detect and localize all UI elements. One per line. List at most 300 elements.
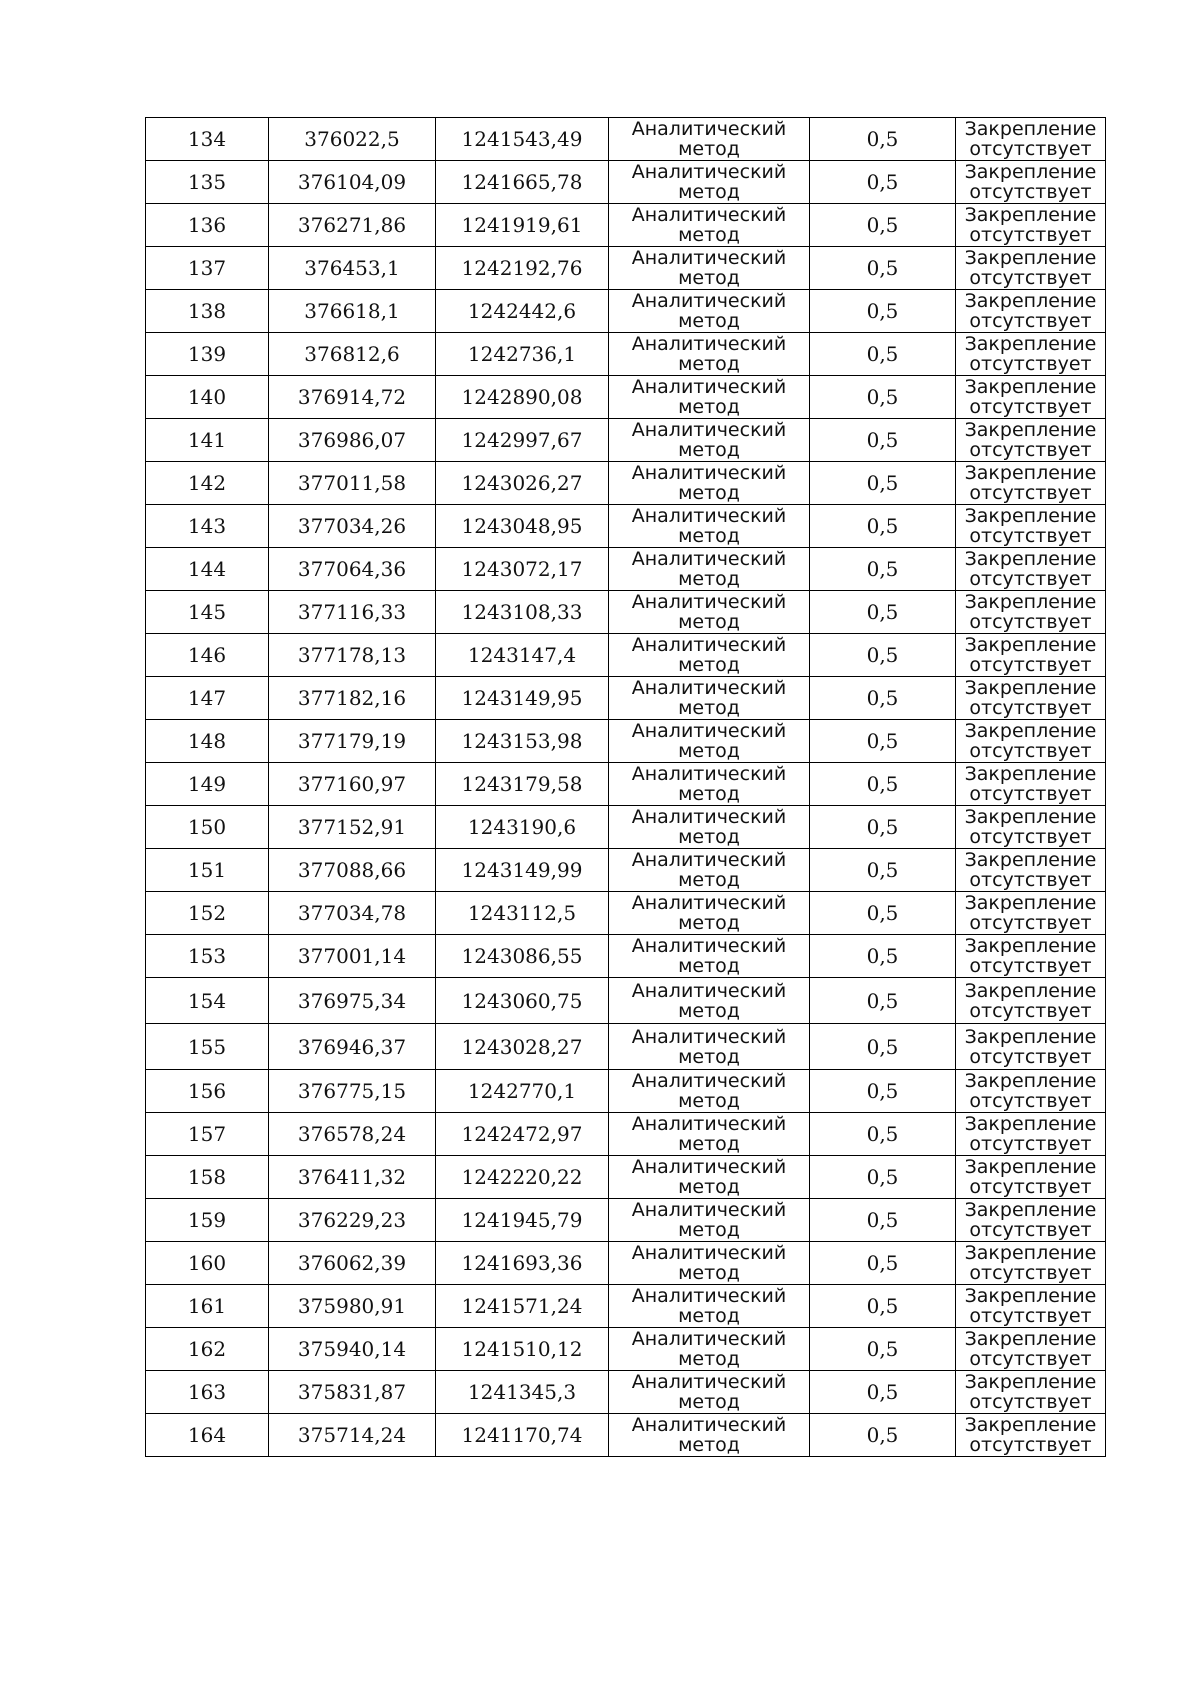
accuracy-cell: 0,5 [810, 118, 956, 161]
fixation-cell [956, 806, 1106, 849]
fixation-text-line-2: отсутствует [969, 568, 1092, 590]
point-number-cell: 146 [146, 634, 269, 677]
point-number-cell: 160 [146, 1242, 269, 1285]
table-row [146, 591, 1106, 634]
y-coordinate-cell: 1243072,17 [436, 548, 609, 591]
method-cell [609, 419, 810, 462]
accuracy-cell: 0,5 [810, 1285, 956, 1328]
fixation-text-line-2: отсутствует [969, 1219, 1092, 1241]
method-cell [609, 1414, 810, 1457]
method-text-line-2: метод [678, 482, 740, 504]
fixation-text-line-1: Закрепление [964, 1199, 1097, 1221]
method-cell [609, 376, 810, 419]
accuracy-cell: 0,5 [810, 720, 956, 763]
method-text-line-2: метод [678, 1045, 740, 1068]
point-number-cell: 137 [146, 247, 269, 290]
method-text-line-1: Аналитический [631, 979, 787, 1002]
point-number-cell: 140 [146, 376, 269, 419]
y-coordinate-cell: 1243149,95 [436, 677, 609, 720]
y-coordinate-cell: 1243179,58 [436, 763, 609, 806]
fixation-cell [956, 333, 1106, 376]
point-number-cell: 161 [146, 1285, 269, 1328]
accuracy-cell: 0,5 [810, 978, 956, 1024]
table-row [146, 1328, 1106, 1371]
method-cell [609, 290, 810, 333]
method-text-line-1: Аналитический [631, 548, 787, 570]
x-coordinate-cell: 375980,91 [269, 1285, 436, 1328]
fixation-text-line-2: отсутствует [969, 396, 1092, 418]
fixation-text-line-1: Закрепление [964, 161, 1097, 183]
table-row [146, 1199, 1106, 1242]
method-text-line-2: метод [678, 138, 740, 160]
fixation-text-line-2: отсутствует [969, 353, 1092, 375]
y-coordinate-cell: 1242890,08 [436, 376, 609, 419]
point-number-cell: 158 [146, 1156, 269, 1199]
table-row [146, 763, 1106, 806]
y-coordinate-cell: 1243153,98 [436, 720, 609, 763]
method-text-line-2: метод [678, 181, 740, 203]
fixation-text-line-1: Закрепление [964, 1025, 1097, 1048]
accuracy-cell: 0,5 [810, 247, 956, 290]
fixation-text-line-2: отсутствует [969, 1434, 1092, 1456]
method-cell [609, 978, 810, 1024]
accuracy-cell: 0,5 [810, 1371, 956, 1414]
accuracy-cell: 0,5 [810, 161, 956, 204]
method-text-line-1: Аналитический [631, 419, 787, 441]
y-coordinate-cell: 1241665,78 [436, 161, 609, 204]
y-coordinate-cell: 1241919,61 [436, 204, 609, 247]
method-text-line-1: Аналитический [631, 1285, 787, 1307]
method-text-line-2: метод [678, 1434, 740, 1456]
fixation-text-line-1: Закрепление [964, 1113, 1097, 1135]
fixation-text-line-2: отсутствует [969, 654, 1092, 676]
x-coordinate-cell: 376062,39 [269, 1242, 436, 1285]
y-coordinate-cell: 1243086,55 [436, 935, 609, 978]
point-number-cell: 153 [146, 935, 269, 978]
x-coordinate-cell: 376618,1 [269, 290, 436, 333]
fixation-text-line-2: отсутствует [969, 912, 1092, 934]
method-cell [609, 1328, 810, 1371]
fixation-text-line-2: отсутствует [969, 1305, 1092, 1327]
accuracy-cell: 0,5 [810, 290, 956, 333]
y-coordinate-cell: 1241693,36 [436, 1242, 609, 1285]
table-row [146, 1156, 1106, 1199]
x-coordinate-cell: 375940,14 [269, 1328, 436, 1371]
fixation-text-line-2: отсутствует [969, 310, 1092, 332]
table-row [146, 1371, 1106, 1414]
method-text-line-1: Аналитический [631, 1070, 787, 1092]
point-number-cell: 147 [146, 677, 269, 720]
fixation-cell [956, 118, 1106, 161]
fixation-text-line-2: отсутствует [969, 1262, 1092, 1284]
point-number-cell: 139 [146, 333, 269, 376]
method-text-line-1: Аналитический [631, 1025, 787, 1048]
method-cell [609, 1070, 810, 1113]
y-coordinate-cell: 1243028,27 [436, 1024, 609, 1070]
method-text-line-1: Аналитический [631, 1328, 787, 1350]
method-cell [609, 1024, 810, 1070]
fixation-cell [956, 935, 1106, 978]
point-number-cell: 157 [146, 1113, 269, 1156]
fixation-text-line-2: отсутствует [969, 826, 1092, 848]
fixation-cell [956, 634, 1106, 677]
method-text-line-1: Аналитический [631, 806, 787, 828]
method-text-line-2: метод [678, 525, 740, 547]
fixation-text-line-2: отсутствует [969, 611, 1092, 633]
fixation-text-line-2: отсутствует [969, 267, 1092, 289]
accuracy-cell: 0,5 [810, 505, 956, 548]
method-text-line-2: метод [678, 611, 740, 633]
method-cell [609, 720, 810, 763]
fixation-text-line-1: Закрепление [964, 1070, 1097, 1092]
y-coordinate-cell: 1242997,67 [436, 419, 609, 462]
fixation-cell [956, 849, 1106, 892]
accuracy-cell: 0,5 [810, 892, 956, 935]
fixation-text-line-2: отсутствует [969, 869, 1092, 891]
fixation-cell [956, 247, 1106, 290]
x-coordinate-cell: 377182,16 [269, 677, 436, 720]
method-text-line-1: Аналитический [631, 505, 787, 527]
table-row [146, 247, 1106, 290]
y-coordinate-cell: 1243108,33 [436, 591, 609, 634]
method-text-line-1: Аналитический [631, 333, 787, 355]
table-row [146, 333, 1106, 376]
fixation-text-line-2: отсутствует [969, 1391, 1092, 1413]
fixation-cell [956, 1371, 1106, 1414]
fixation-text-line-1: Закрепление [964, 247, 1097, 269]
method-text-line-2: метод [678, 568, 740, 590]
point-number-cell: 143 [146, 505, 269, 548]
y-coordinate-cell: 1242220,22 [436, 1156, 609, 1199]
fixation-text-line-2: отсутствует [969, 525, 1092, 547]
point-number-cell: 163 [146, 1371, 269, 1414]
fixation-cell [956, 763, 1106, 806]
x-coordinate-cell: 377088,66 [269, 849, 436, 892]
method-cell [609, 333, 810, 376]
point-number-cell: 164 [146, 1414, 269, 1457]
method-text-line-2: метод [678, 1219, 740, 1241]
y-coordinate-cell: 1243190,6 [436, 806, 609, 849]
fixation-text-line-1: Закрепление [964, 1285, 1097, 1307]
accuracy-cell: 0,5 [810, 1156, 956, 1199]
x-coordinate-cell: 377001,14 [269, 935, 436, 978]
method-text-line-2: метод [678, 955, 740, 977]
fixation-text-line-1: Закрепление [964, 333, 1097, 355]
method-text-line-2: метод [678, 1133, 740, 1155]
fixation-text-line-2: отсутствует [969, 138, 1092, 160]
fixation-text-line-2: отсутствует [969, 1348, 1092, 1370]
point-number-cell: 142 [146, 462, 269, 505]
method-cell [609, 1242, 810, 1285]
x-coordinate-cell: 377152,91 [269, 806, 436, 849]
method-text-line-2: метод [678, 826, 740, 848]
accuracy-cell: 0,5 [810, 333, 956, 376]
point-number-cell: 134 [146, 118, 269, 161]
fixation-cell [956, 161, 1106, 204]
method-text-line-1: Аналитический [631, 935, 787, 957]
x-coordinate-cell: 376986,07 [269, 419, 436, 462]
table-row [146, 720, 1106, 763]
x-coordinate-cell: 377064,36 [269, 548, 436, 591]
accuracy-cell: 0,5 [810, 763, 956, 806]
method-cell [609, 1371, 810, 1414]
method-text-line-1: Аналитический [631, 204, 787, 226]
fixation-text-line-1: Закрепление [964, 290, 1097, 312]
method-text-line-1: Аналитический [631, 892, 787, 914]
fixation-cell [956, 1242, 1106, 1285]
point-number-cell: 135 [146, 161, 269, 204]
method-cell [609, 591, 810, 634]
method-cell [609, 677, 810, 720]
fixation-cell [956, 1414, 1106, 1457]
method-cell [609, 849, 810, 892]
point-number-cell: 136 [146, 204, 269, 247]
fixation-text-line-1: Закрепление [964, 763, 1097, 785]
y-coordinate-cell: 1241571,24 [436, 1285, 609, 1328]
accuracy-cell: 0,5 [810, 806, 956, 849]
y-coordinate-cell: 1242442,6 [436, 290, 609, 333]
y-coordinate-cell: 1241510,12 [436, 1328, 609, 1371]
fixation-cell [956, 978, 1106, 1024]
fixation-cell [956, 204, 1106, 247]
point-number-cell: 138 [146, 290, 269, 333]
point-number-cell: 145 [146, 591, 269, 634]
point-number-cell: 151 [146, 849, 269, 892]
method-cell [609, 935, 810, 978]
method-text-line-2: метод [678, 1348, 740, 1370]
method-cell [609, 247, 810, 290]
x-coordinate-cell: 376453,1 [269, 247, 436, 290]
method-text-line-2: метод [678, 310, 740, 332]
fixation-text-line-1: Закрепление [964, 376, 1097, 398]
y-coordinate-cell: 1242192,76 [436, 247, 609, 290]
fixation-text-line-2: отсутствует [969, 181, 1092, 203]
method-text-line-1: Аналитический [631, 1156, 787, 1178]
table-row [146, 634, 1106, 677]
method-text-line-2: метод [678, 439, 740, 461]
x-coordinate-cell: 377179,19 [269, 720, 436, 763]
y-coordinate-cell: 1243112,5 [436, 892, 609, 935]
coordinates-table [145, 117, 1106, 1457]
fixation-text-line-1: Закрепление [964, 720, 1097, 742]
fixation-text-line-1: Закрепление [964, 419, 1097, 441]
method-cell [609, 161, 810, 204]
method-text-line-1: Аналитический [631, 290, 787, 312]
method-cell [609, 204, 810, 247]
fixation-text-line-2: отсутствует [969, 955, 1092, 977]
fixation-text-line-1: Закрепление [964, 677, 1097, 699]
fixation-text-line-1: Закрепление [964, 591, 1097, 613]
fixation-cell [956, 1156, 1106, 1199]
x-coordinate-cell: 377116,33 [269, 591, 436, 634]
method-cell [609, 763, 810, 806]
fixation-text-line-2: отсутствует [969, 697, 1092, 719]
fixation-cell [956, 1024, 1106, 1070]
x-coordinate-cell: 376271,86 [269, 204, 436, 247]
table-row [146, 548, 1106, 591]
accuracy-cell: 0,5 [810, 376, 956, 419]
x-coordinate-cell: 376914,72 [269, 376, 436, 419]
fixation-text-line-2: отсутствует [969, 999, 1092, 1022]
method-text-line-2: метод [678, 1305, 740, 1327]
fixation-cell [956, 290, 1106, 333]
x-coordinate-cell: 377034,26 [269, 505, 436, 548]
point-number-cell: 155 [146, 1024, 269, 1070]
point-number-cell: 149 [146, 763, 269, 806]
method-cell [609, 634, 810, 677]
accuracy-cell: 0,5 [810, 1024, 956, 1070]
x-coordinate-cell: 376812,6 [269, 333, 436, 376]
method-text-line-1: Аналитический [631, 1242, 787, 1264]
point-number-cell: 162 [146, 1328, 269, 1371]
point-number-cell: 150 [146, 806, 269, 849]
fixation-cell [956, 1070, 1106, 1113]
x-coordinate-cell: 376578,24 [269, 1113, 436, 1156]
method-text-line-2: метод [678, 912, 740, 934]
y-coordinate-cell: 1243026,27 [436, 462, 609, 505]
method-text-line-1: Аналитический [631, 763, 787, 785]
fixation-text-line-2: отсутствует [969, 740, 1092, 762]
method-text-line-2: метод [678, 783, 740, 805]
table-row [146, 1024, 1106, 1070]
method-text-line-1: Аналитический [631, 1414, 787, 1436]
table-row [146, 204, 1106, 247]
table-row [146, 290, 1106, 333]
method-text-line-1: Аналитический [631, 849, 787, 871]
point-number-cell: 148 [146, 720, 269, 763]
accuracy-cell: 0,5 [810, 677, 956, 720]
point-number-cell: 154 [146, 978, 269, 1024]
accuracy-cell: 0,5 [810, 634, 956, 677]
table-body [146, 118, 1106, 1457]
table-row [146, 118, 1106, 161]
x-coordinate-cell: 376229,23 [269, 1199, 436, 1242]
table-row [146, 1414, 1106, 1457]
point-number-cell: 141 [146, 419, 269, 462]
method-text-line-1: Аналитический [631, 634, 787, 656]
x-coordinate-cell: 376775,15 [269, 1070, 436, 1113]
fixation-text-line-2: отсутствует [969, 1090, 1092, 1112]
table-row [146, 462, 1106, 505]
method-text-line-1: Аналитический [631, 1113, 787, 1135]
table-row [146, 892, 1106, 935]
fixation-text-line-1: Закрепление [964, 935, 1097, 957]
point-number-cell: 152 [146, 892, 269, 935]
fixation-text-line-2: отсутствует [969, 783, 1092, 805]
fixation-cell [956, 1328, 1106, 1371]
method-cell [609, 1113, 810, 1156]
table-row [146, 419, 1106, 462]
method-text-line-1: Аналитический [631, 677, 787, 699]
accuracy-cell: 0,5 [810, 1328, 956, 1371]
table-row [146, 505, 1106, 548]
fixation-text-line-2: отсутствует [969, 1176, 1092, 1198]
fixation-text-line-1: Закрепление [964, 548, 1097, 570]
method-cell [609, 462, 810, 505]
fixation-text-line-1: Закрепление [964, 979, 1097, 1002]
accuracy-cell: 0,5 [810, 935, 956, 978]
fixation-text-line-1: Закрепление [964, 462, 1097, 484]
fixation-cell [956, 376, 1106, 419]
y-coordinate-cell: 1243048,95 [436, 505, 609, 548]
point-number-cell: 156 [146, 1070, 269, 1113]
method-cell [609, 505, 810, 548]
accuracy-cell: 0,5 [810, 1070, 956, 1113]
method-text-line-2: метод [678, 654, 740, 676]
fixation-text-line-2: отсутствует [969, 1045, 1092, 1068]
table-row [146, 161, 1106, 204]
accuracy-cell: 0,5 [810, 849, 956, 892]
method-text-line-2: метод [678, 396, 740, 418]
method-text-line-2: метод [678, 1391, 740, 1413]
x-coordinate-cell: 376022,5 [269, 118, 436, 161]
fixation-text-line-2: отсутствует [969, 224, 1092, 246]
fixation-text-line-2: отсутствует [969, 1133, 1092, 1155]
y-coordinate-cell: 1241945,79 [436, 1199, 609, 1242]
method-text-line-1: Аналитический [631, 161, 787, 183]
fixation-cell [956, 720, 1106, 763]
fixation-cell [956, 462, 1106, 505]
fixation-text-line-1: Закрепление [964, 1156, 1097, 1178]
point-number-cell: 159 [146, 1199, 269, 1242]
accuracy-cell: 0,5 [810, 1414, 956, 1457]
method-text-line-2: метод [678, 1090, 740, 1112]
fixation-cell [956, 892, 1106, 935]
method-text-line-1: Аналитический [631, 118, 787, 140]
method-text-line-1: Аналитический [631, 376, 787, 398]
method-text-line-1: Аналитический [631, 591, 787, 613]
table-row [146, 1113, 1106, 1156]
x-coordinate-cell: 376104,09 [269, 161, 436, 204]
method-cell [609, 548, 810, 591]
fixation-text-line-1: Закрепление [964, 892, 1097, 914]
method-text-line-2: метод [678, 267, 740, 289]
fixation-cell [956, 1285, 1106, 1328]
fixation-cell [956, 1113, 1106, 1156]
method-text-line-1: Аналитический [631, 1199, 787, 1221]
method-text-line-2: метод [678, 1176, 740, 1198]
table-row [146, 1285, 1106, 1328]
x-coordinate-cell: 376946,37 [269, 1024, 436, 1070]
table-row [146, 1070, 1106, 1113]
fixation-cell [956, 1199, 1106, 1242]
accuracy-cell: 0,5 [810, 419, 956, 462]
fixation-text-line-2: отсутствует [969, 439, 1092, 461]
accuracy-cell: 0,5 [810, 204, 956, 247]
fixation-cell [956, 548, 1106, 591]
fixation-cell [956, 419, 1106, 462]
accuracy-cell: 0,5 [810, 462, 956, 505]
y-coordinate-cell: 1241345,3 [436, 1371, 609, 1414]
method-text-line-2: метод [678, 697, 740, 719]
method-cell [609, 1285, 810, 1328]
y-coordinate-cell: 1242472,97 [436, 1113, 609, 1156]
method-text-line-2: метод [678, 869, 740, 891]
fixation-cell [956, 677, 1106, 720]
accuracy-cell: 0,5 [810, 1113, 956, 1156]
y-coordinate-cell: 1242736,1 [436, 333, 609, 376]
method-text-line-2: метод [678, 1262, 740, 1284]
table-row [146, 376, 1106, 419]
fixation-text-line-1: Закрепление [964, 1242, 1097, 1264]
point-number-cell: 144 [146, 548, 269, 591]
y-coordinate-cell: 1243149,99 [436, 849, 609, 892]
method-cell [609, 1156, 810, 1199]
table-row [146, 677, 1106, 720]
accuracy-cell: 0,5 [810, 548, 956, 591]
fixation-text-line-1: Закрепление [964, 204, 1097, 226]
y-coordinate-cell: 1243147,4 [436, 634, 609, 677]
